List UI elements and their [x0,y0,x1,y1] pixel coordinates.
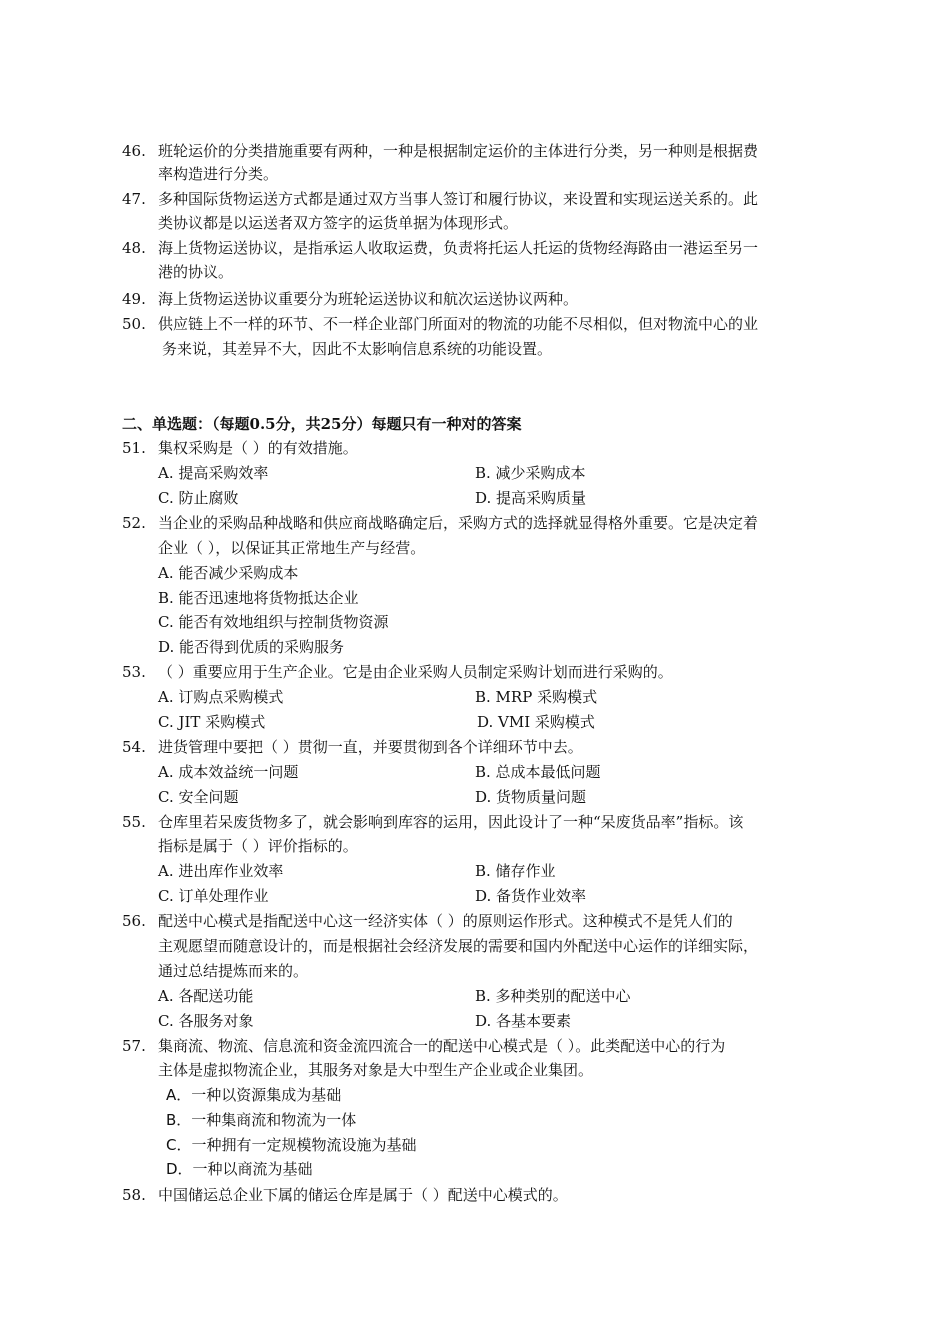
option-b: B. 能否迅速地将货物抵达企业 [158,589,359,607]
question-number: 49. [122,290,146,308]
option-a: A. 订购点采购模式 [158,688,284,706]
question-text: 集权采购是（ ）的有效措施。 [158,439,358,457]
question-52-cont: 企业（ ），以保证其正常地生产与经营。 [158,539,426,557]
option-c: C. 订单处理作业 [158,887,269,905]
question-text: （ ）重要应用于生产企业。它是由企业采购人员制定采购计划而进行采购的。 [158,663,673,681]
question-55 [122,811,743,833]
option-a: A. 各配送功能 [158,987,254,1005]
question-56-cont: 主观愿望而随意设计的，而是根据社会经济发展的需要和国内外配送中心运作的详细实际， [158,937,759,955]
option-c: C. 安全问题 [158,788,239,806]
question-number: 50. [122,315,146,333]
option-a: A．一种以资源集成为基础 [166,1086,342,1104]
option-b: B．一种集商流和物流为一体 [166,1111,357,1129]
option-c: C. 各服务对象 [158,1012,254,1030]
question-50-cont: 务来说，其差异不大，因此不太影响信息系统的功能设置。 [162,340,553,358]
question-number: 51. [122,439,146,457]
question-48-cont: 港的协议。 [158,263,234,281]
question-text: 集商流、物流、信息流和资金流四流合一的配送中心模式是（ ）。此类配送中心的行为 [158,1037,726,1055]
question-46 [122,140,758,162]
question-50 [122,313,758,335]
option-a: A. 进出库作业效率 [158,862,284,880]
question-number: 48. [122,239,146,257]
question-57 [122,1035,725,1057]
question-47 [122,188,758,210]
option-d: D. 能否得到优质的采购服务 [158,638,345,656]
question-number: 47. [122,190,146,208]
option-b: B. 储存作业 [475,862,556,880]
question-56-cont: 通过总结提炼而来的。 [158,962,309,980]
question-57-cont: 主体是虚拟物流企业，其服务对象是大中型生产企业或企业集团。 [158,1061,594,1079]
question-number: 57. [122,1037,146,1055]
question-text: 仓库里若呆废货物多了，就会影响到库容的运用，因此设计了一种“呆废货品率”指标。该 [158,813,744,831]
question-number: 53. [122,663,146,681]
question-text: 配送中心模式是指配送中心这一经济实体（ ）的原则运作形式。这种模式不是凭人们的 [158,912,733,930]
option-b: B. MRP 采购模式 [475,688,598,706]
option-a: A. 提高采购效率 [158,464,269,482]
question-55-cont: 指标是属于（ ）评价指标的。 [158,837,358,855]
question-text: 多种国际货物运送方式都是通过双方当事人签订和履行协议，来设置和实现运送关系的。此 [158,190,759,208]
option-c: C. JIT 采购模式 [158,713,266,731]
option-c: C. 能否有效地组织与控制货物资源 [158,613,389,631]
question-text: 海上货物运送协议，是指承运人收取运费，负责将托运人托运的货物经海路由一港运至另一 [158,239,759,257]
option-b: B. 多种类别的配送中心 [475,987,631,1005]
question-56 [122,910,733,932]
question-text: 中国储运总企业下属的储运仓库是属于（ ）配送中心模式的。 [158,1186,568,1204]
question-47-cont: 类协议都是以运送者双方签字的运货单据为体现形式。 [158,214,519,232]
question-46-cont: 率构造进行分类。 [158,165,279,183]
option-d: D. 各基本要素 [475,1012,572,1030]
question-text: 供应链上不一样的环节、不一样企业部门所面对的物流的功能不尽相似，但对物流中心的业 [158,315,759,333]
question-text: 海上货物运送协议重要分为班轮运送协议和航次运送协议两种。 [158,290,579,308]
section-title: 二、单选题：（每题0.5分，共25分）每题只有一种对的答案 [122,415,522,433]
question-48 [122,237,758,259]
option-d: D. VMI 采购模式 [477,713,595,731]
question-text: 进货管理中要把（ ）贯彻一直，并要贯彻到各个详细环节中去。 [158,738,583,756]
question-51 [122,437,358,459]
option-d: D. 备货作业效率 [475,887,587,905]
option-b: B. 总成本最低问题 [475,763,601,781]
option-c: C．一种拥有一定规模物流设施为基础 [166,1136,417,1154]
question-number: 54. [122,738,146,756]
question-number: 56. [122,912,146,930]
question-49 [122,288,578,310]
question-number: 46. [122,142,146,160]
question-number: 58. [122,1186,146,1204]
question-52 [122,512,758,534]
option-a: A. 能否减少采购成本 [158,564,299,582]
question-number: 55. [122,813,146,831]
question-number: 52. [122,514,146,532]
option-a: A. 成本效益统一问题 [158,763,299,781]
question-text: 当企业的采购品种战略和供应商战略确定后，采购方式的选择就显得格外重要。它是决定着 [158,514,759,532]
question-54 [122,736,583,758]
option-d: D. 提高采购质量 [475,489,587,507]
option-d: D．一种以商流为基础 [166,1160,313,1178]
question-58 [122,1184,568,1206]
option-c: C. 防止腐败 [158,489,239,507]
option-b: B. 减少采购成本 [475,464,586,482]
question-text: 班轮运价的分类措施重要有两种，一种是根据制定运价的主体进行分类，另一种则是根据费 [158,142,759,160]
option-d: D. 货物质量问题 [475,788,587,806]
question-53 [122,661,673,683]
